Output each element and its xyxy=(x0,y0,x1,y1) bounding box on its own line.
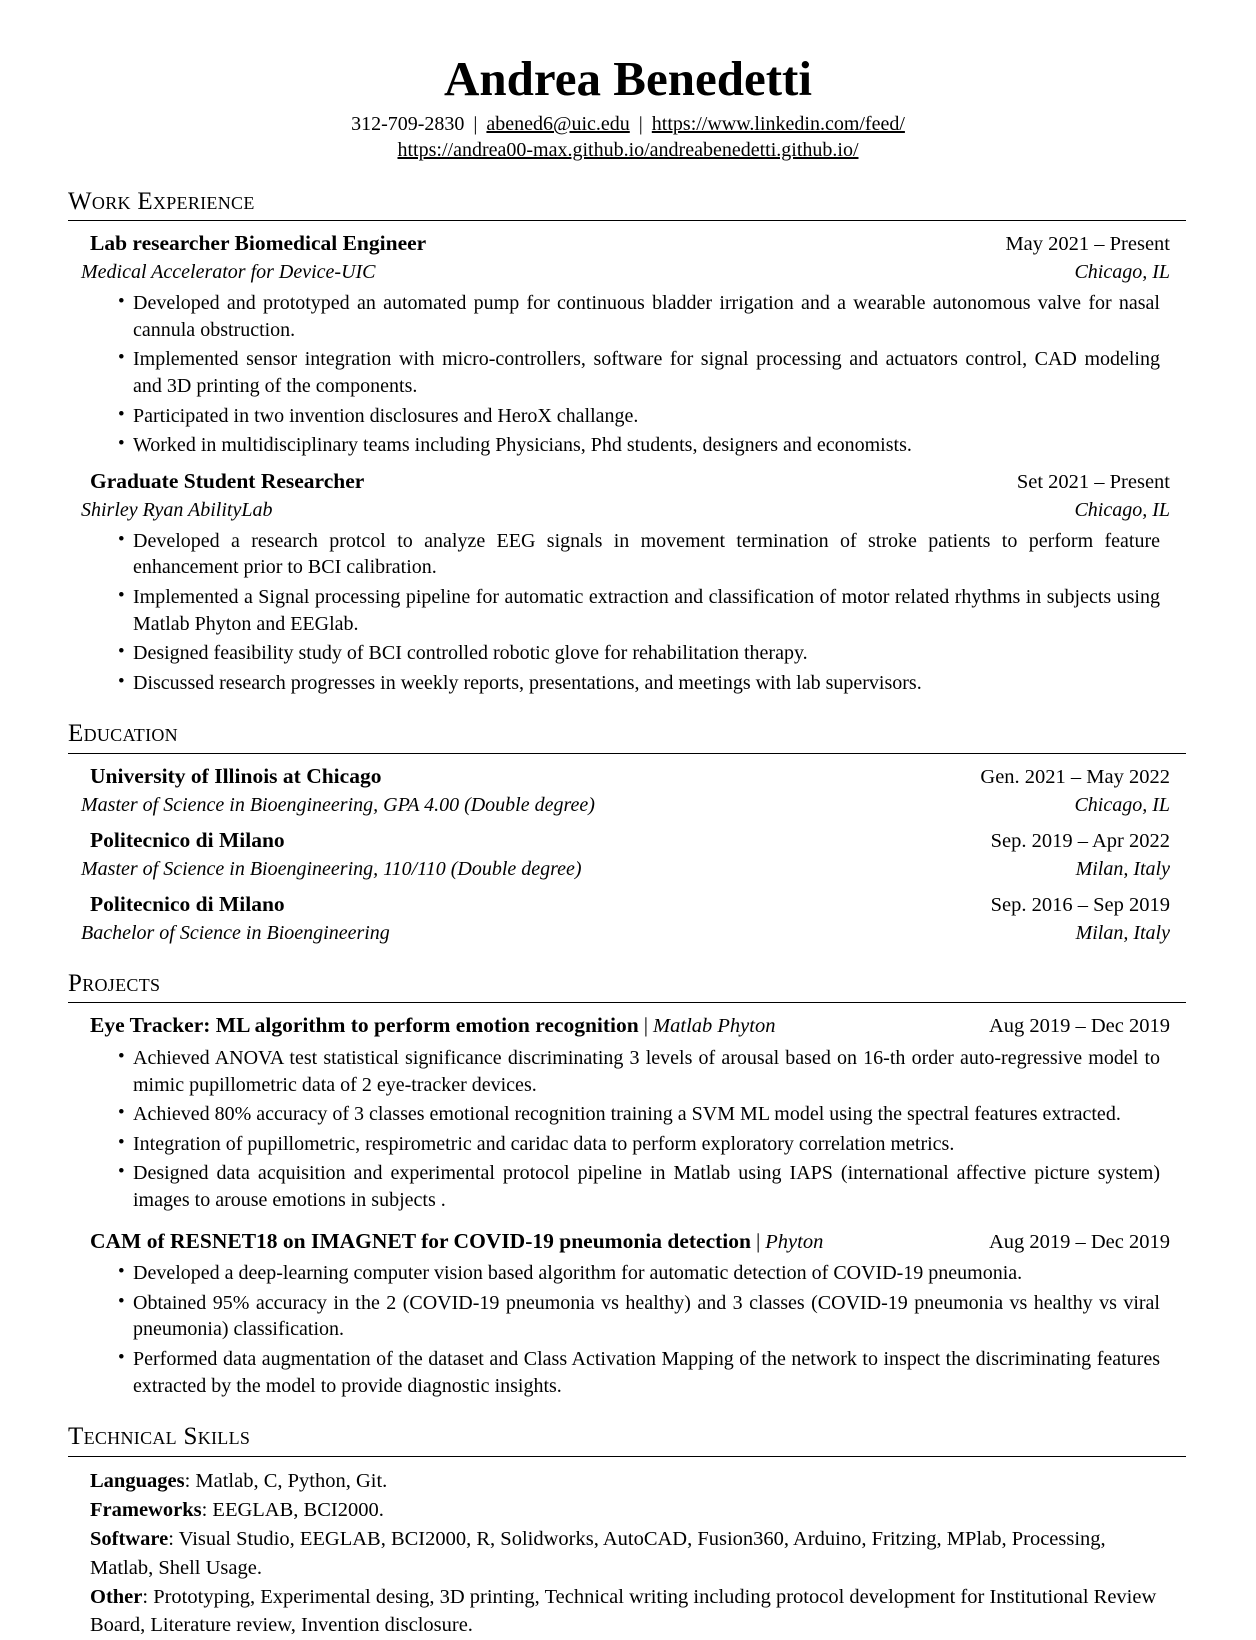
skills-block xyxy=(90,1467,1170,1640)
project-entry xyxy=(90,1012,1170,1213)
phone-number: 312-709-2830 xyxy=(351,112,465,135)
skill-row xyxy=(90,1496,1170,1525)
skill-label: Languages xyxy=(90,1469,185,1492)
project-name: CAM of RESNET18 on IMAGNET for COVID-19 pneumonia detection xyxy=(90,1228,751,1253)
school-degree: Master of Science in Bioengineering, GPA 4.00 (Double degree) xyxy=(81,793,595,816)
skill-label: Software xyxy=(90,1527,169,1550)
school-degree: Master of Science in Bioengineering, 110/110 (Double degree) xyxy=(81,857,582,880)
job-dates: May 2021 – Present xyxy=(1005,233,1170,256)
bullet-item: • Discussed research progresses in weekly reports, presentations, and meetings with lab supervisors. xyxy=(118,670,1160,697)
project-header-row xyxy=(90,1228,1170,1256)
project-header-row xyxy=(90,1012,1170,1040)
section-education xyxy=(68,720,1186,945)
project-title xyxy=(90,1012,775,1040)
job-company: Medical Accelerator for Device-UIC xyxy=(81,261,376,284)
project-title xyxy=(90,1228,823,1256)
person-name: Andrea Benedetti xyxy=(444,51,812,106)
school-location: Milan, Italy xyxy=(1075,857,1170,880)
section-projects xyxy=(68,970,1186,1400)
website-link[interactable]: https://andrea00-max.github.io/andreabenedetti.github.io/ xyxy=(397,139,859,162)
linkedin-link[interactable]: https://www.linkedin.com/feed/ xyxy=(651,112,905,135)
skill-value: EEGLAB, BCI2000. xyxy=(212,1498,384,1521)
bullet-item: • Worked in multidisciplinary teams including Physicians, Phd students, designers and economists. xyxy=(118,432,1160,459)
school-degree: Bachelor of Science in Bioengineering xyxy=(81,921,390,944)
school-header-row xyxy=(90,763,1170,790)
job-location: Chicago, IL xyxy=(1074,498,1170,521)
skill-value: Matlab, C, Python, Git. xyxy=(195,1469,388,1492)
section-title-work: Work Experience xyxy=(68,188,1186,222)
section-title-education: Education xyxy=(68,720,1186,754)
job-subheader-row xyxy=(81,260,1170,285)
section-work-experience xyxy=(68,188,1186,697)
project-dates: Aug 2019 – Dec 2019 xyxy=(988,1230,1170,1253)
job-entry xyxy=(81,230,1170,458)
section-title-projects: Projects xyxy=(68,970,1186,1004)
contact-block xyxy=(0,111,1256,164)
skill-colon: : xyxy=(142,1585,149,1608)
email-link[interactable]: abened6@uic.edu xyxy=(486,112,630,135)
bullet-item: • Designed data acquisition and experimental protocol pipeline in Matlab using IAPS (international affective picture system) images to arouse emotions in subjects . xyxy=(118,1160,1160,1213)
project-dates: Aug 2019 – Dec 2019 xyxy=(988,1015,1170,1038)
school-entry xyxy=(81,891,1170,946)
skill-label: Frameworks xyxy=(90,1498,202,1521)
skill-row xyxy=(90,1467,1170,1496)
skill-colon: : xyxy=(168,1527,174,1550)
job-subheader-row xyxy=(81,498,1170,523)
school-header-row xyxy=(90,891,1170,918)
bullet-item: • Developed a research protcol to analyze EEG signals in movement termination of stroke patients to perform feature enhancement prior to BCI calibration. xyxy=(118,528,1160,581)
bullet-item: • Achieved ANOVA test statistical significance discriminating 3 levels of arousal based on 16-th order auto-regressive model to mimic pupillometric data of 2 eye-tracker devices. xyxy=(118,1045,1160,1098)
job-dates: Set 2021 – Present xyxy=(1016,470,1170,493)
bullet-item: • Integration of pupillometric, respirometric and caridac data to perform exploratory correlation metrics. xyxy=(118,1131,1160,1158)
job-entry xyxy=(81,468,1170,696)
bullet-item: • Obtained 95% accuracy in the 2 (COVID-19 pneumonia vs healthy) and 3 classes (COVID-19 pneumonia vs healthy vs viral pneumonia) classification. xyxy=(118,1290,1160,1343)
project-tech: Matlab Phyton xyxy=(653,1015,776,1038)
bullet-item: • Developed and prototyped an automated pump for continuous bladder irrigation and a wearable autonomous valve for nasal cannula obstruction. xyxy=(118,290,1160,343)
job-bullet-list xyxy=(118,290,1160,459)
school-name: Politecnico di Milano xyxy=(90,827,285,852)
job-company: Shirley Ryan AbilityLab xyxy=(81,498,273,521)
contact-separator: | xyxy=(638,112,643,135)
skill-value: Visual Studio, EEGLAB, BCI2000, R, Solidworks, AutoCAD, Fusion360, Arduino, Fritzing, MPlab, Processing, Matlab, Shell Usage. xyxy=(90,1527,1106,1579)
project-entry xyxy=(90,1228,1170,1400)
section-title-skills: Technical Skills xyxy=(68,1423,1186,1457)
project-tech: Phyton xyxy=(765,1230,824,1253)
job-location: Chicago, IL xyxy=(1074,261,1170,284)
bullet-item: • Developed a deep-learning computer vision based algorithm for automatic detection of COVID-19 pneumonia. xyxy=(118,1260,1160,1287)
contact-separator: | xyxy=(473,112,478,135)
school-name: University of Illinois at Chicago xyxy=(90,764,382,789)
school-location: Chicago, IL xyxy=(1074,793,1170,816)
bullet-item: • Implemented sensor integration with micro-controllers, software for signal processing and actuators control, CAD modeling and 3D printing of the components. xyxy=(118,346,1160,399)
bullet-item: • Performed data augmentation of the dataset and Class Activation Mapping of the network to inspect the discriminating features extracted by the model to provide diagnostic insights. xyxy=(118,1346,1160,1399)
skill-row xyxy=(90,1583,1170,1640)
project-bullet-list xyxy=(118,1260,1160,1399)
school-name: Politecnico di Milano xyxy=(90,891,285,916)
project-bullet-list xyxy=(118,1045,1160,1214)
project-separator: | xyxy=(643,1013,649,1038)
skill-colon: : xyxy=(184,1469,191,1492)
school-subheader-row xyxy=(81,921,1170,946)
school-subheader-row xyxy=(81,793,1170,818)
skill-value: Prototyping, Experimental desing, 3D printing, Technical writing including protocol development for Institutional Review Board, Literature review, Invention disclosure. xyxy=(90,1585,1157,1637)
school-dates: Sep. 2016 – Sep 2019 xyxy=(990,893,1170,916)
contact-line-1 xyxy=(0,111,1256,137)
job-header-row xyxy=(90,468,1170,495)
school-entry xyxy=(81,827,1170,882)
project-separator: | xyxy=(755,1228,761,1253)
school-dates: Sep. 2019 – Apr 2022 xyxy=(990,829,1170,852)
contact-line-2 xyxy=(0,137,1256,163)
skill-colon: : xyxy=(201,1498,208,1521)
project-name: Eye Tracker: ML algorithm to perform emotion recognition xyxy=(90,1013,639,1038)
bullet-item: • Achieved 80% accuracy of 3 classes emotional recognition training a SVM ML model using the spectral features extracted. xyxy=(118,1101,1160,1128)
school-subheader-row xyxy=(81,857,1170,882)
job-role: Lab researcher Biomedical Engineer xyxy=(90,231,427,256)
skill-row xyxy=(90,1525,1170,1583)
skill-label: Other xyxy=(90,1585,143,1608)
school-location: Milan, Italy xyxy=(1075,921,1170,944)
school-dates: Gen. 2021 – May 2022 xyxy=(980,766,1170,789)
bullet-item: • Participated in two invention disclosures and HeroX challange. xyxy=(118,403,1160,430)
school-entry xyxy=(81,763,1170,818)
bullet-item: • Implemented a Signal processing pipeline for automatic extraction and classification of motor related rhythms in subjects using Matlab Phyton and EEGlab. xyxy=(118,584,1160,637)
section-technical-skills xyxy=(68,1423,1186,1640)
bullet-item: • Designed feasibility study of BCI controlled robotic glove for rehabilitation therapy. xyxy=(118,640,1160,667)
job-bullet-list xyxy=(118,528,1160,697)
job-role: Graduate Student Researcher xyxy=(90,468,365,493)
job-header-row xyxy=(90,230,1170,257)
school-header-row xyxy=(90,827,1170,854)
